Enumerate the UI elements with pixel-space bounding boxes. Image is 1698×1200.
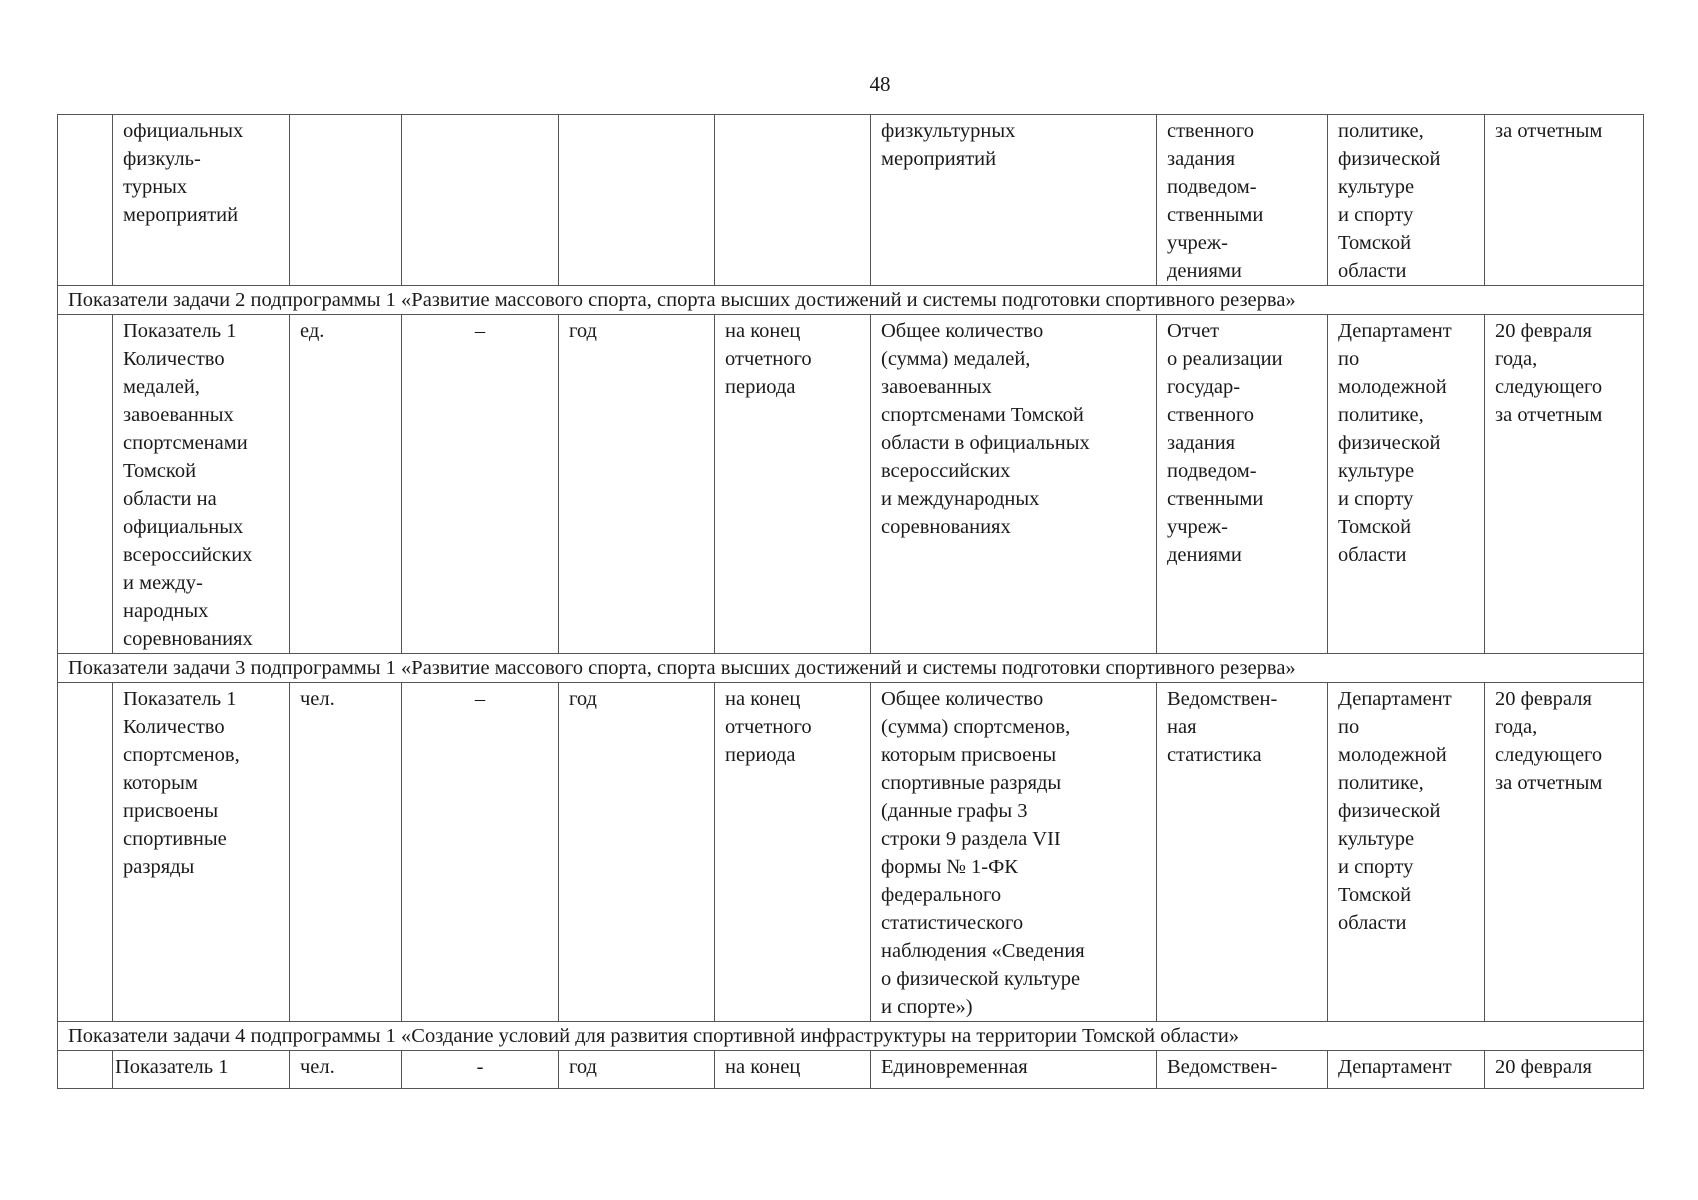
deadline-cell: за отчетным — [1485, 115, 1644, 286]
indicator-name-cell: официальных физкуль- турных мероприятий — [113, 115, 290, 286]
section-title: Показатели задачи 3 подпрограммы 1 «Развитие массового спорта, спорта высших достижений и системы подготовки спортивного резерва» — [58, 654, 1644, 683]
section-header-row — [58, 654, 1644, 683]
method-cell: Отчет о реализации государ- ственного задания подведом- ственными учреж- дениями — [1157, 315, 1328, 654]
frequency-cell: год — [559, 1051, 715, 1089]
table-row — [58, 683, 1644, 1022]
indicator-name-cell: Показатель 1 Количество спортсменов, которым присвоены спортивные разряды — [113, 683, 290, 1022]
table-row — [58, 115, 1644, 286]
method-cell: Ведомствен- — [1157, 1051, 1328, 1089]
indicators-table — [57, 114, 1644, 1089]
definition-cell: Общее количество (сумма) медалей, завоеванных спортсменами Томской области в официальных всероссийских и международных соревнованиях — [871, 315, 1157, 654]
method-cell: Ведомствен- ная статистика — [1157, 683, 1328, 1022]
direction-cell — [402, 115, 559, 286]
unit-cell — [290, 115, 402, 286]
section-title: Показатели задачи 2 подпрограммы 1 «Развитие массового спорта, спорта высших достижений и системы подготовки спортивного резерва» — [58, 286, 1644, 315]
responsible-cell: Департамент по молодежной политике, физической культуре и спорту Томской области — [1328, 683, 1485, 1022]
unit-cell: ед. — [290, 315, 402, 654]
direction-cell: – — [402, 683, 559, 1022]
section-title: Показатели задачи 4 подпрограммы 1 «Создание условий для развития спортивной инфраструктуры на территории Томской области» — [58, 1022, 1644, 1051]
direction-cell: - — [402, 1051, 559, 1089]
table-row — [58, 1051, 1644, 1089]
row-number-cell — [58, 115, 113, 286]
unit-cell: чел. — [290, 1051, 402, 1089]
row-number-cell — [58, 683, 113, 1022]
deadline-cell: 20 февраля года, следующего за отчетным — [1485, 683, 1644, 1022]
responsible-cell: Департамент по молодежной политике, физической культуре и спорту Томской области — [1328, 315, 1485, 654]
frequency-cell — [559, 115, 715, 286]
table-row — [58, 315, 1644, 654]
responsible-cell: Департамент — [1328, 1051, 1485, 1089]
definition-cell: Общее количество (сумма) спортсменов, которым присвоены спортивные разряды (данные графы 3 строки 9 раздела VII формы № 1-ФК федерального статистического наблюдения «Сведения о физической культуре и спорте») — [871, 683, 1157, 1022]
frequency-cell: год — [559, 683, 715, 1022]
definition-cell: физкультурных мероприятий — [871, 115, 1157, 286]
section-header-row — [58, 1022, 1644, 1051]
row-number-cell — [58, 1051, 113, 1089]
direction-cell: – — [402, 315, 559, 654]
section-header-row — [58, 286, 1644, 315]
deadline-cell: 20 февраля — [1485, 1051, 1644, 1089]
row-number-cell — [58, 315, 113, 654]
period-cell: на конец — [715, 1051, 871, 1089]
deadline-cell: 20 февраля года, следующего за отчетным — [1485, 315, 1644, 654]
period-cell: на конец отчетного периода — [715, 683, 871, 1022]
indicator-name-cell: Показатель 1 Количество медалей, завоеванных спортсменами Томской области на официальных всероссийских и между- народных соревнованиях — [113, 315, 290, 654]
period-cell — [715, 115, 871, 286]
method-cell: ственного задания подведом- ственными учреж- дениями — [1157, 115, 1328, 286]
responsible-cell: политике, физической культуре и спорту Томской области — [1328, 115, 1485, 286]
indicator-name-cell: Показатель 1 — [113, 1051, 290, 1089]
unit-cell: чел. — [290, 683, 402, 1022]
frequency-cell: год — [559, 315, 715, 654]
page-number: 48 — [869, 72, 891, 96]
definition-cell: Единовременная — [871, 1051, 1157, 1089]
period-cell: на конец отчетного периода — [715, 315, 871, 654]
